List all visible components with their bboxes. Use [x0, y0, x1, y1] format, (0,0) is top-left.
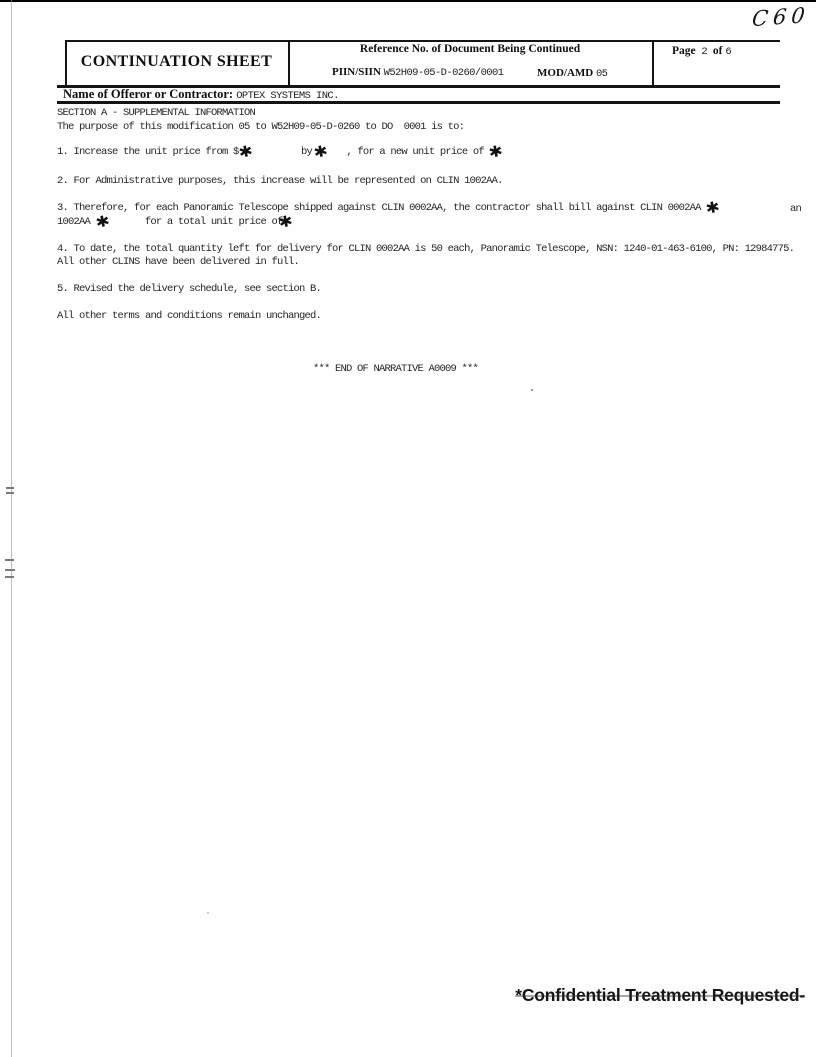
page-number: 2 — [701, 46, 708, 58]
purpose-line: The purpose of this modification 05 to W52H09-05-D-0260 to DO 0001 is to: — [57, 121, 465, 133]
item-1-text-c: , for a new unit price of — [346, 146, 490, 158]
mod-amd-label: MOD/AMD — [537, 67, 596, 79]
item-3-line-2 — [57, 211, 295, 232]
reference-label: Reference No. of Document Being Continued — [359, 43, 581, 55]
end-of-narrative: *** END OF NARRATIVE A0009 *** — [313, 363, 479, 375]
page-total: 6 — [725, 46, 732, 58]
redaction-mark: ✱ — [312, 141, 330, 162]
scan-top-edge — [0, 0, 816, 2]
scan-speck — [531, 389, 533, 391]
form-title: CONTINUATION SHEET — [80, 53, 273, 70]
header-table-divider-2 — [652, 40, 654, 85]
mod-row — [537, 67, 607, 80]
item-1-line — [57, 141, 505, 162]
offeror-label: Name of Offeror or Contractor: — [63, 87, 237, 101]
scan-tick-mark — [5, 576, 14, 578]
piin-value: W52H09-05-D-0260/0001 — [383, 67, 504, 79]
confidential-treatment-note: *Confidential Treatment Requested- — [515, 985, 805, 1005]
item-3-text-a: 3. Therefore, for each Panoramic Telescope shipped against CLIN 0002AA, the contractor shall bill against CLIN 0002AA — [57, 202, 707, 214]
redaction-mark: ✱ — [487, 141, 505, 162]
scan-speck — [207, 912, 209, 914]
item-3-text-b: 1002AA — [57, 216, 96, 228]
item-5-line: 5. Revised the delivery schedule, see section B. — [57, 283, 322, 295]
scan-tick-mark — [5, 559, 14, 561]
page-indicator — [672, 45, 731, 58]
scan-tick-mark — [6, 492, 14, 494]
closing-line: All other terms and conditions remain unchanged. — [57, 310, 322, 322]
page-of-label: of — [707, 45, 726, 57]
handwritten-annotation: C60 — [750, 2, 812, 32]
section-heading: SECTION A - SUPPLEMENTAL INFORMATION — [57, 107, 256, 119]
scan-left-edge-line — [11, 0, 12, 1057]
piin-label: PIIN/SIIN — [332, 66, 384, 78]
item-3-line-1-end: an — [790, 203, 802, 215]
item-3-line-1 — [57, 197, 722, 218]
item-4-line-2: All other CLINS have been delivered in full. — [57, 256, 300, 268]
header-table-top-border — [65, 40, 780, 42]
redaction-mark: ✱ — [236, 141, 254, 162]
item-2-line: 2. For Administrative purposes, this increase will be represented on CLIN 1002AA. — [57, 175, 503, 187]
redaction-mark: ✱ — [93, 211, 111, 232]
page-label: Page — [672, 45, 702, 57]
item-4-line-1: 4. To date, the total quantity left for delivery for CLIN 0002AA is 50 each, Panoramic Telescope, NSN: 1240-01-463-6100, PN: 12984775. — [57, 243, 795, 255]
item-1-text-b: by — [300, 146, 312, 158]
item-3-text-c: for a total unit price of — [144, 216, 283, 228]
scan-tick-mark — [5, 569, 15, 571]
piin-row — [332, 66, 503, 79]
mod-amd-value: 05 — [595, 68, 608, 80]
redaction-mark: ✱ — [277, 211, 295, 232]
offeror-value: OPTEX SYSTEMS INC. — [236, 90, 339, 102]
redaction-mark: ✱ — [704, 197, 722, 218]
item-1-text-a: 1. Increase the unit price from $ — [57, 146, 239, 158]
scan-tick-mark — [6, 487, 14, 489]
offeror-row — [63, 87, 339, 102]
